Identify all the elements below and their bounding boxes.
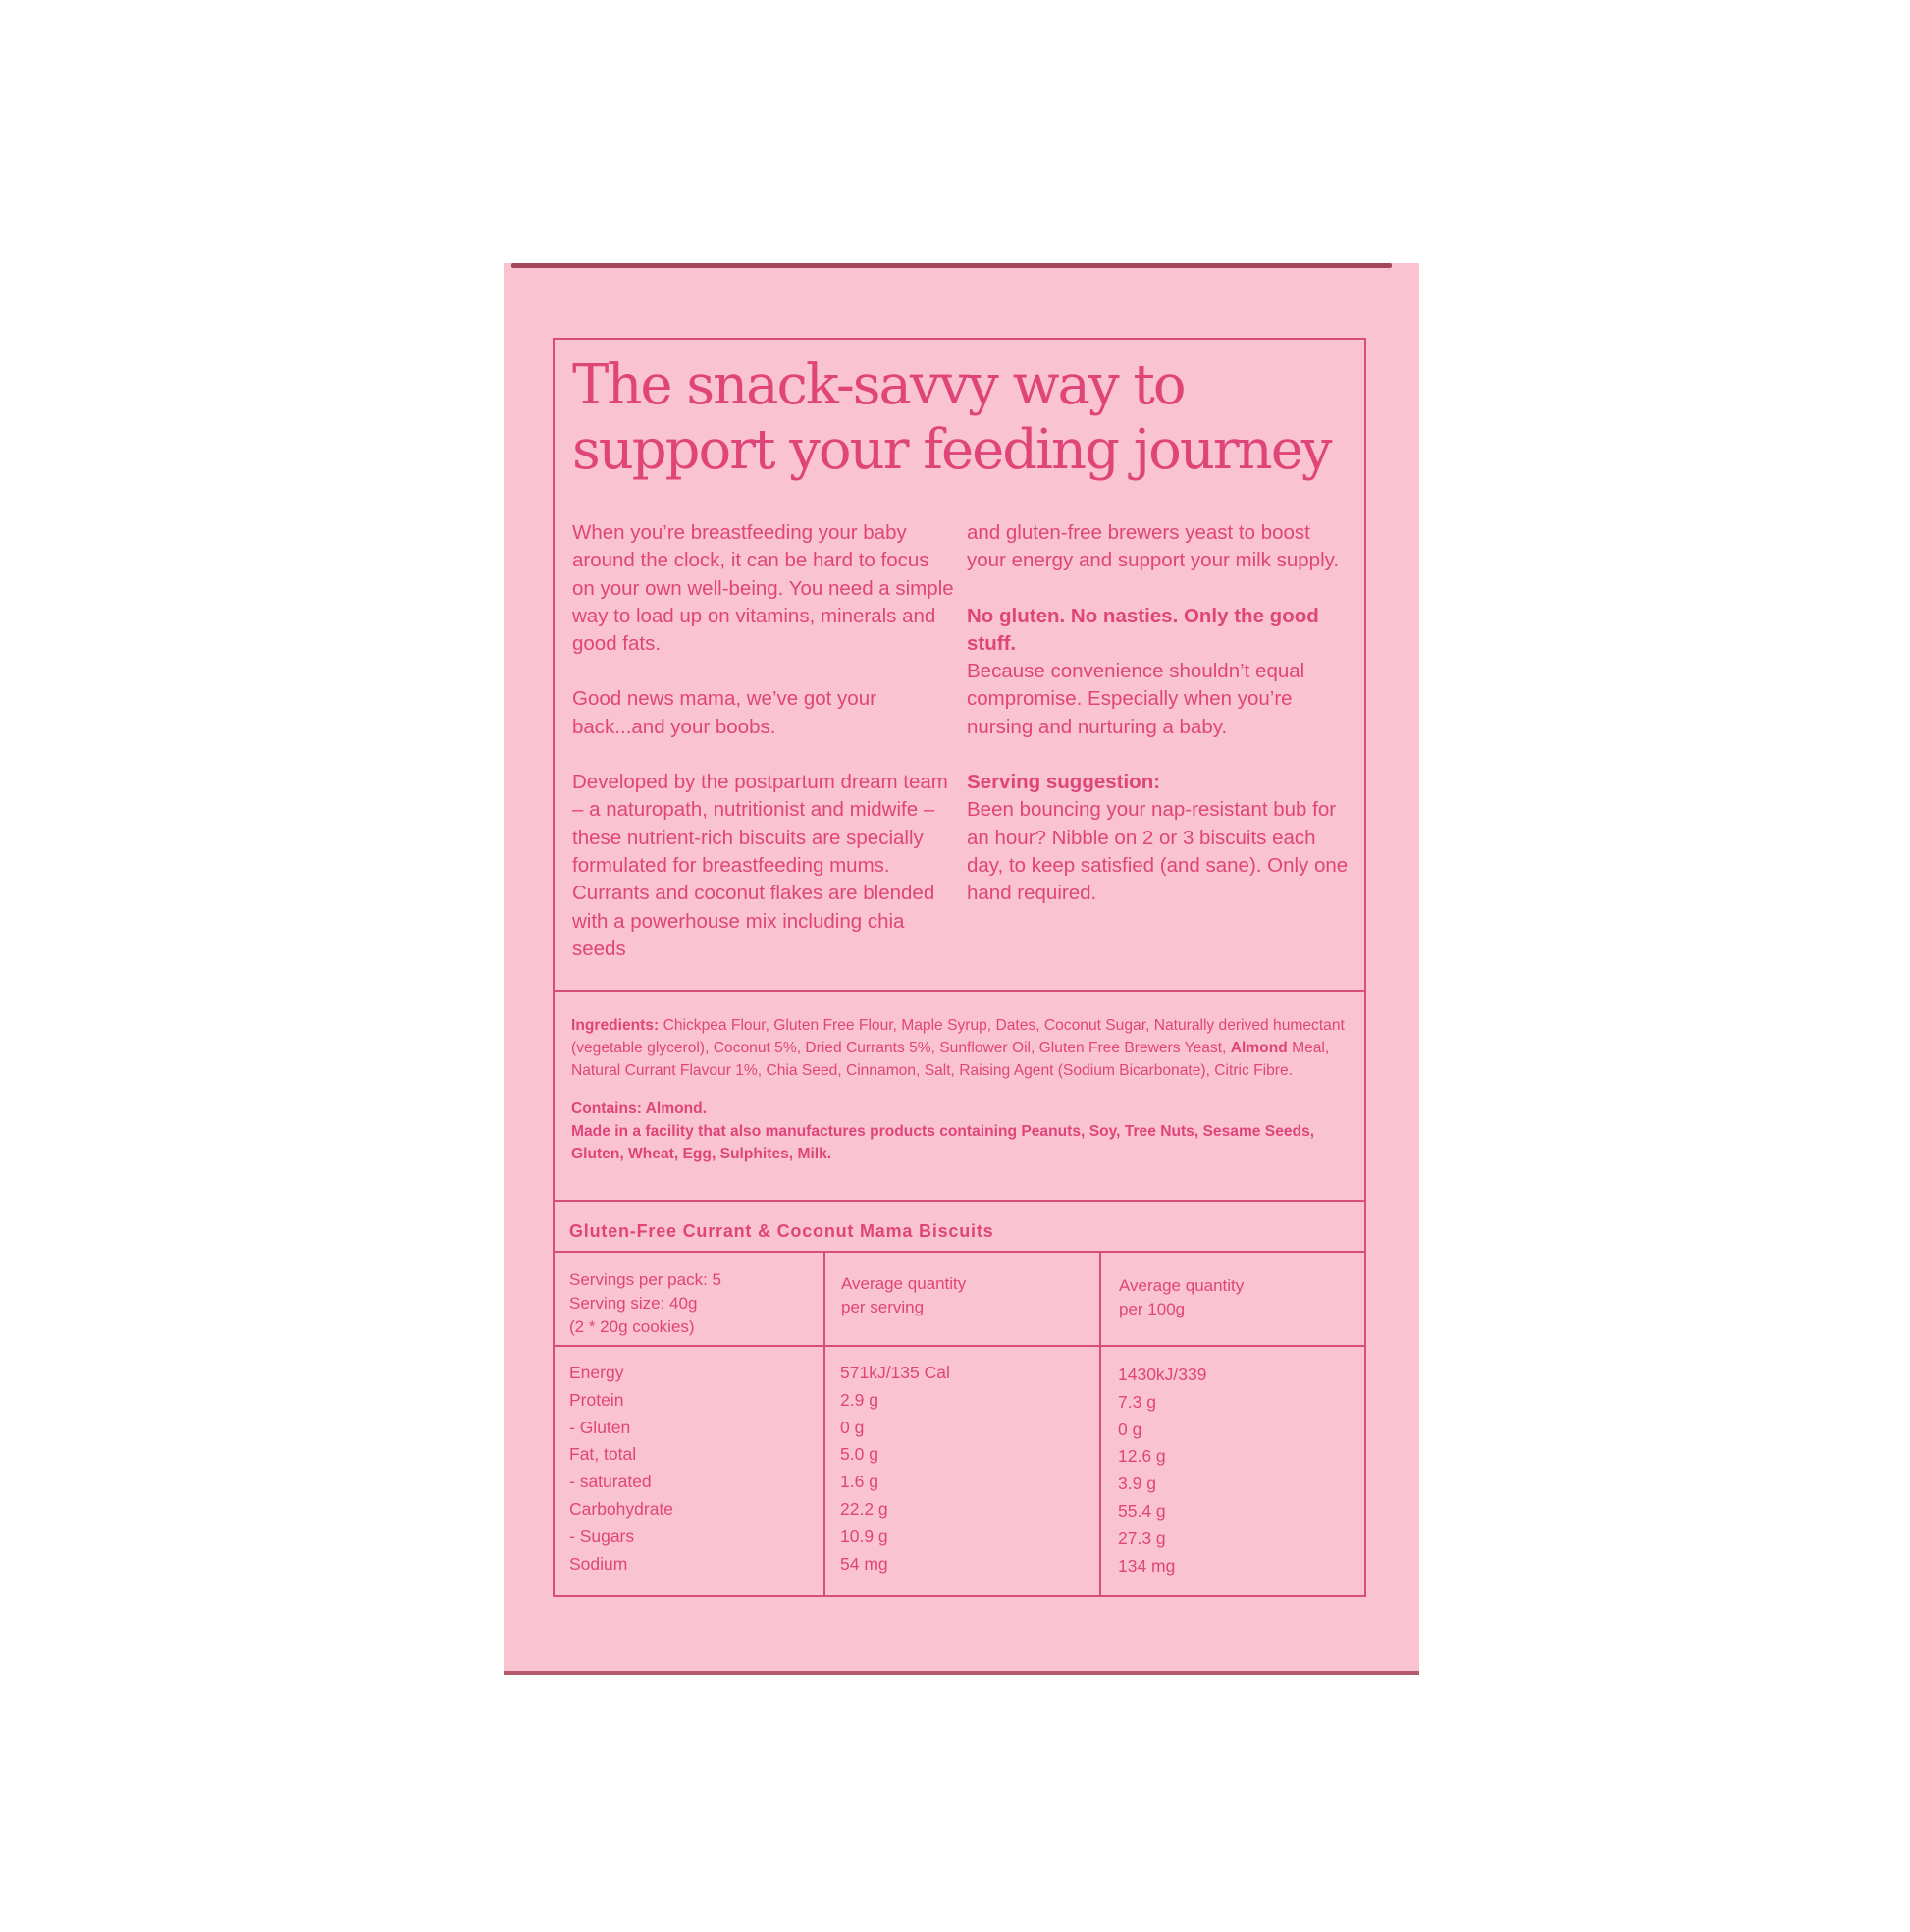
per-100g-value: 12.6 g (1118, 1446, 1166, 1467)
per-serving-value: 10.9 g (840, 1526, 888, 1546)
continued-paragraph: and gluten-free brewers yeast to boost your energy and support your milk supply. (967, 521, 1340, 572)
contains-statement: Contains: Almond. (571, 1100, 708, 1118)
ingredients-label: Ingredients: (571, 1017, 660, 1034)
facility-statement: Made in a facility that also manufactures products containing Peanuts, Soy, Tree Nuts, Sesame Seeds, Gluten, Wheat, Egg, Sulphites, Milk. (571, 1123, 1315, 1162)
per-100g-value: 7.3 g (1118, 1391, 1156, 1412)
info-panel (553, 338, 1366, 1597)
headline (572, 353, 1348, 483)
serving-suggestion-body: Been bouncing your nap-resistant bub for an hour? Nibble on 2 or 3 biscuits each day, to keep satisfied (and sane). Only one hand required. (967, 798, 1349, 905)
nutrient-name: Fat, total (569, 1444, 637, 1465)
body-right-column (967, 519, 1350, 936)
table-column-divider-2 (1099, 1251, 1101, 1597)
per-100g-value: 134 mg (1118, 1555, 1176, 1576)
per-100g-value: 0 g (1118, 1419, 1142, 1439)
per-100g-value: 27.3 g (1118, 1528, 1166, 1548)
packaging-back-panel (504, 263, 1419, 1675)
allergen-statement (571, 1099, 1347, 1165)
per-serving-value: 54 mg (840, 1553, 888, 1574)
no-gluten-heading: No gluten. No nasties. Only the good stuff. (967, 604, 1319, 655)
nutrient-name: Protein (569, 1389, 624, 1410)
nutrient-names (569, 1360, 673, 1578)
per-serving-value: 0 g (840, 1417, 865, 1437)
box-top-edge (511, 263, 1392, 268)
product-name: Gluten-Free Currant & Coconut Mama Biscuits (569, 1221, 994, 1241)
per-serving-value: 2.9 g (840, 1389, 878, 1410)
ingredients-list (571, 1015, 1347, 1082)
box-bottom-edge (504, 1671, 1419, 1675)
per-100g-value: 55.4 g (1118, 1500, 1166, 1521)
per-serving-header (841, 1272, 966, 1319)
per-serving-value: 1.6 g (840, 1472, 878, 1492)
per-100g-values (1118, 1362, 1207, 1580)
intro-paragraph: When you’re breastfeeding your baby around the clock, it can be hard to focus on your own well-being. You need a simple way to load up on vitamins, minerals and good fats. (572, 521, 954, 656)
serving-note: (2 * 20g cookies) (569, 1317, 695, 1336)
ingredients-section (571, 1015, 1347, 1183)
per-serving-value: 571kJ/135 Cal (840, 1363, 950, 1382)
per-100g-value: 3.9 g (1118, 1474, 1156, 1494)
per-serving-values (840, 1360, 950, 1578)
per-100g-value: 1430kJ/339 (1118, 1365, 1207, 1384)
nutrient-name: - Sugars (569, 1526, 635, 1546)
per-serving-header-line-1: Average quantity (841, 1274, 967, 1293)
serving-suggestion-section (967, 769, 1350, 907)
ingredients-text-2: Meal, Natural Currant Flavour 1%, Chia Seed, Cinnamon, Salt, Raising Agent (Sodium Bicarbonate), Citric Fibre. (571, 1039, 1330, 1079)
divider-table-top (555, 1251, 1364, 1253)
body-left-column (572, 519, 955, 991)
per-serving-value: 22.2 g (840, 1498, 888, 1519)
nutrient-name: Sodium (569, 1553, 628, 1574)
good-news-paragraph: Good news mama, we’ve got your back...and your boobs. (572, 687, 876, 738)
no-gluten-section (967, 603, 1350, 741)
ingredients-text-1: Chickpea Flour, Gluten Free Flour, Maple Syrup, Dates, Coconut Sugar, Naturally derived humectant (vegetable glycerol), Coconut 5%, Dried Currants 5%, Sunflower Oil, Gluten Free Brewers Yeast, (571, 1017, 1345, 1056)
no-gluten-body: Because convenience shouldn’t equal compromise. Especially when you’re nursing and nurturing a baby. (967, 660, 1305, 738)
servings-per-pack: Servings per pack: 5 (569, 1270, 721, 1289)
serving-suggestion-heading: Serving suggestion: (967, 771, 1161, 794)
per-serving-value: 5.0 g (840, 1444, 878, 1465)
divider-table-header (555, 1345, 1364, 1347)
per-100g-header-line-1: Average quantity (1119, 1276, 1245, 1295)
divider-ingredients (555, 990, 1364, 992)
nutrient-name: Carbohydrate (569, 1498, 674, 1519)
nutrient-name: Energy (569, 1363, 624, 1382)
serving-size: Serving size: 40g (569, 1294, 698, 1313)
table-column-divider-1 (823, 1251, 825, 1597)
headline-line-1: The snack-savvy way to (572, 353, 1185, 417)
serving-info (569, 1268, 721, 1339)
nutrient-name: - Gluten (569, 1417, 631, 1437)
developed-by-paragraph: Developed by the postpartum dream team – a naturopath, nutritionist and midwife – these nutrient-rich biscuits are specially formulated for breastfeeding mums. Currants and coconut flakes are blended with a powerhouse mix including chia seeds (572, 771, 948, 960)
nutrient-name: - saturated (569, 1472, 652, 1492)
allergen-almond: Almond (1230, 1039, 1288, 1056)
divider-nutrition (555, 1200, 1364, 1202)
per-100g-header (1119, 1274, 1244, 1321)
per-100g-header-line-2: per 100g (1119, 1300, 1186, 1318)
headline-line-2: support your feeding journey (572, 418, 1331, 482)
per-serving-header-line-2: per serving (841, 1298, 925, 1316)
